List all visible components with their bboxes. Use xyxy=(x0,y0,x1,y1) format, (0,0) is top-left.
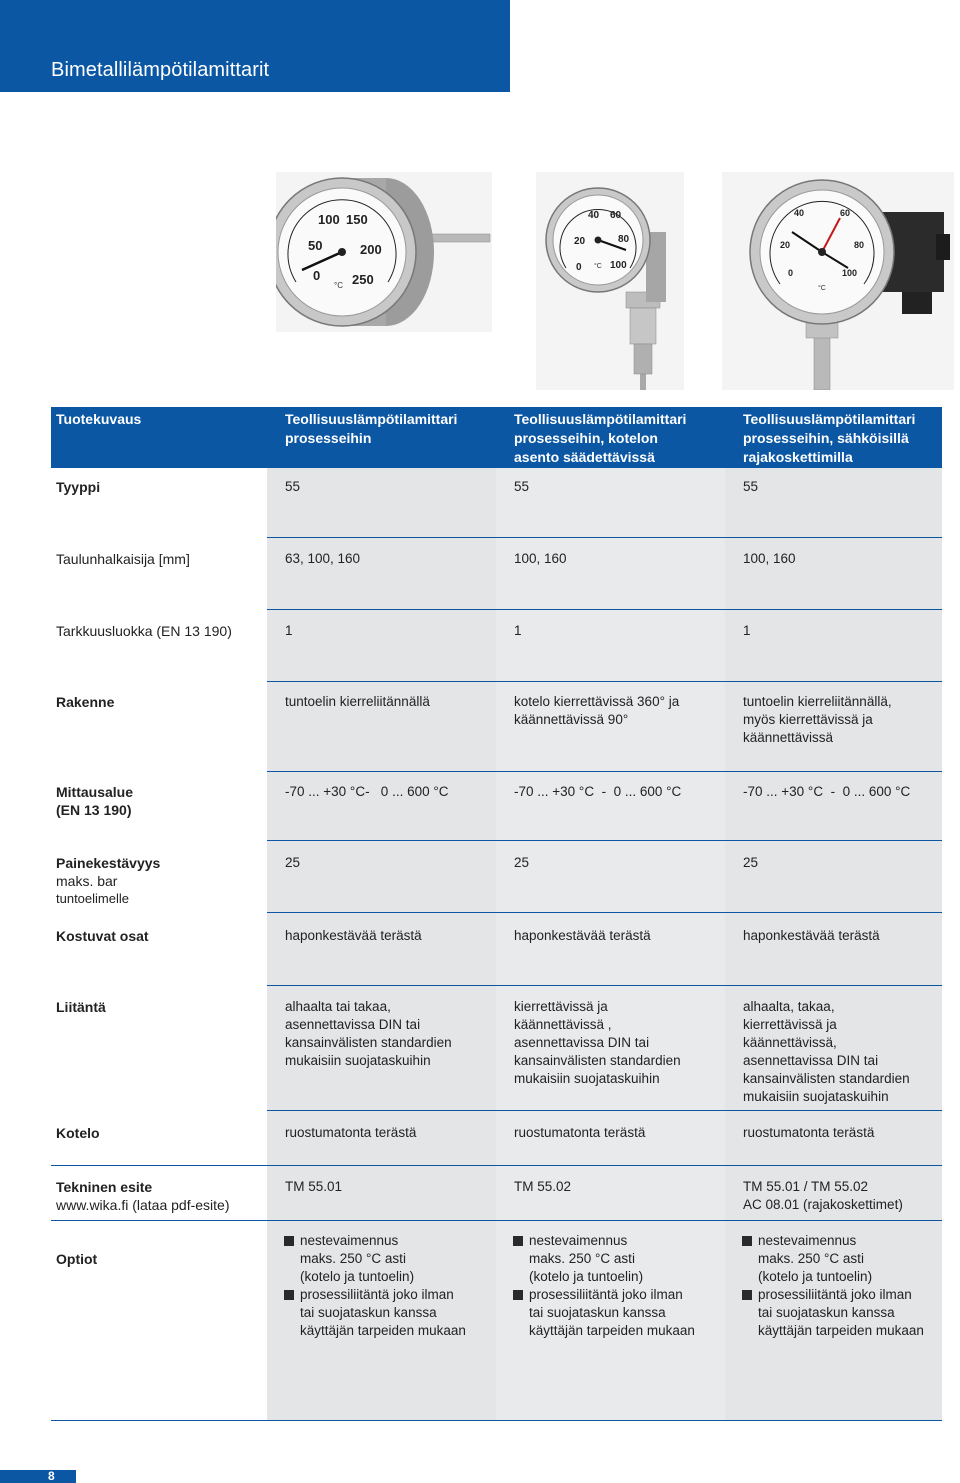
gauge-unit: °C xyxy=(334,281,343,290)
product-photo-1 xyxy=(276,172,492,332)
table-bottom-line xyxy=(51,1420,267,1421)
gauge-label: 60 xyxy=(610,210,622,221)
row-divider xyxy=(267,840,942,841)
header-label: Tuotekuvaus xyxy=(56,411,142,427)
cell-tyyppi-3: 55 xyxy=(743,479,759,494)
options-column-2: nestevaimennus maks. 250 °C asti (kotelo ja tuntoelin) prosessiliitäntä joko ilman tai suojataskun kanssa käyttäjän tarpeiden mukaan xyxy=(529,1232,695,1340)
row-label-optiot: Optiot xyxy=(56,1251,98,1267)
bullet-icon xyxy=(513,1290,523,1300)
gauge-label: 20 xyxy=(574,236,586,247)
cell-liitanta-2: kierrettävissä ja käännettävissä , asennettavissa DIN tai kansainvälisten standardien mukaisiin suojataskuihin xyxy=(514,999,681,1086)
header-line: Teollisuuslämpötilamittari xyxy=(285,411,458,427)
header-column-1 xyxy=(285,410,457,448)
row-label-tekninen-esite: Tekninen esite www.wika.fi (lataa pdf-esite) xyxy=(56,1179,230,1213)
cell-tyyppi-2: 55 xyxy=(514,479,530,494)
header-column-3 xyxy=(743,410,915,467)
cell-kostuvat-1: haponkestävää terästä xyxy=(285,928,422,943)
cell-rakenne-2: kotelo kierrettävissä 360° ja käännettävissä 90° xyxy=(514,694,680,727)
bullet-icon xyxy=(742,1236,752,1246)
cell-taulu-1: 63, 100, 160 xyxy=(285,551,361,566)
row-divider xyxy=(267,771,942,772)
row-label-taulunhalkaisija: Taulunhalkaisija [mm] xyxy=(56,551,190,567)
gauge-label: 0 xyxy=(576,262,582,273)
options-column-3: nestevaimennus maks. 250 °C asti (kotelo ja tuntoelin) prosessiliitäntä joko ilman tai suojataskun kanssa käyttäjän tarpeiden mukaan xyxy=(758,1232,924,1340)
cell-paine-1: 25 xyxy=(285,855,301,870)
cell-tarkkuus-3: 1 xyxy=(743,623,751,638)
cell-kotelo-2: ruostumatonta terästä xyxy=(514,1125,646,1140)
cell-esite-1: TM 55.01 xyxy=(285,1179,343,1194)
cell-paine-3: 25 xyxy=(743,855,759,870)
footer-band xyxy=(0,1470,76,1483)
gauge-unit: °C xyxy=(594,263,602,270)
cell-rakenne-1: tuntoelin kierreliitännällä xyxy=(285,694,430,709)
row-divider xyxy=(267,1220,942,1221)
cell-mittausalue-3: -70 ... +30 °C - 0 ... 600 °C xyxy=(743,784,911,799)
cell-kotelo-1: ruostumatonta terästä xyxy=(285,1125,417,1140)
gauge-label: 50 xyxy=(308,238,323,253)
cell-rakenne-3: tuntoelin kierreliitännällä, myös kierrettävissä ja käännettävissä xyxy=(743,694,892,745)
header-line: asento säädettävissä xyxy=(514,449,655,465)
page-title: Bimetallilämpötilamittarit xyxy=(51,59,270,81)
row-divider xyxy=(51,1220,267,1221)
row-divider xyxy=(267,681,942,682)
product-photo-2 xyxy=(536,172,684,390)
gauge-label: 100 xyxy=(610,260,627,271)
cell-kotelo-3: ruostumatonta terästä xyxy=(743,1125,875,1140)
row-divider xyxy=(267,1165,942,1166)
row-label-mittausalue: Mittausalue (EN 13 190) xyxy=(56,784,134,818)
gauge-label: 60 xyxy=(840,208,851,218)
table-header xyxy=(51,407,942,468)
header-line: prosesseihin xyxy=(285,430,372,446)
cell-tyyppi-1: 55 xyxy=(285,479,301,494)
row-divider xyxy=(267,1110,942,1111)
row-divider xyxy=(267,912,942,913)
header-line: rajakoskettimilla xyxy=(743,449,853,465)
cell-kostuvat-2: haponkestävää terästä xyxy=(514,928,651,943)
options-column-1: nestevaimennus maks. 250 °C asti (kotelo ja tuntoelin) prosessiliitäntä joko ilman tai suojataskun kanssa käyttäjän tarpeiden mukaan xyxy=(300,1232,466,1340)
cell-kostuvat-3: haponkestävää terästä xyxy=(743,928,880,943)
table-bottom-line xyxy=(267,1420,942,1421)
wika-link[interactable]: www.wika.fi (lataa pdf-esite) xyxy=(56,1197,230,1213)
gauge-label: 100 xyxy=(842,268,858,278)
cell-taulu-2: 100, 160 xyxy=(514,551,567,566)
row-label-tyyppi: Tyyppi xyxy=(56,479,101,495)
cell-esite-3: TM 55.01 / TM 55.02 AC 08.01 (rajakoskettimet) xyxy=(743,1179,903,1212)
bullet-icon xyxy=(513,1236,523,1246)
cell-taulu-3: 100, 160 xyxy=(743,551,796,566)
row-divider xyxy=(267,609,942,610)
row-label-tarkkuusluokka: Tarkkuusluokka (EN 13 190) xyxy=(56,623,232,639)
row-label-liitanta: Liitäntä xyxy=(56,999,106,1015)
row-label-rakenne: Rakenne xyxy=(56,694,115,710)
gauge-label: 80 xyxy=(854,240,865,250)
row-label-kotelo: Kotelo xyxy=(56,1125,100,1141)
row-divider xyxy=(267,985,942,986)
row-label-kostuvat-osat: Kostuvat osat xyxy=(56,928,149,944)
header-line: prosesseihin, kotelon xyxy=(514,430,658,446)
cell-liitanta-3: alhaalta, takaa, kierrettävissä ja käännettävissä, asennettavissa DIN tai kansainvälisten standardien mukaisiin suojataskuihin xyxy=(743,999,910,1104)
cell-tarkkuus-2: 1 xyxy=(514,623,522,638)
header-line: Teollisuuslämpötilamittari xyxy=(514,411,687,427)
header-line: Teollisuuslämpötilamittari xyxy=(743,411,916,427)
gauge-label: 80 xyxy=(618,234,630,245)
cell-liitanta-1: alhaalta tai takaa, asennettavissa DIN tai kansainvälisten standardien mukaisiin suojataskuihin xyxy=(285,999,452,1068)
cell-paine-2: 25 xyxy=(514,855,530,870)
gauge-label: 200 xyxy=(360,242,382,257)
gauge-label: 150 xyxy=(346,212,368,227)
gauge-unit: °C xyxy=(818,285,826,292)
bullet-icon xyxy=(284,1236,294,1246)
gauge-label: 20 xyxy=(780,240,791,250)
row-divider xyxy=(267,537,942,538)
row-label-painekestavyys: Painekestävyys maks. bar tuntoelimelle xyxy=(56,855,161,906)
row-divider xyxy=(51,1165,267,1166)
cell-mittausalue-2: -70 ... +30 °C - 0 ... 600 °C xyxy=(514,784,682,799)
bullet-icon xyxy=(742,1290,752,1300)
gauge-label: 40 xyxy=(588,210,600,221)
product-photo-3 xyxy=(722,172,954,390)
page-number: 8 xyxy=(48,1469,55,1483)
bullet-icon xyxy=(284,1290,294,1300)
gauge-label: 250 xyxy=(352,272,374,287)
cell-mittausalue-1: -70 ... +30 °C- 0 ... 600 °C xyxy=(285,784,449,799)
gauge-label: 100 xyxy=(318,212,340,227)
gauge-label: 0 xyxy=(788,268,794,278)
gauge-label: 40 xyxy=(794,208,805,218)
gauge-label: 0 xyxy=(313,268,321,283)
header-line: prosesseihin, sähköisillä xyxy=(743,430,909,446)
cell-esite-2: TM 55.02 xyxy=(514,1179,572,1194)
cell-tarkkuus-1: 1 xyxy=(285,623,293,638)
header-column-2 xyxy=(514,410,686,467)
